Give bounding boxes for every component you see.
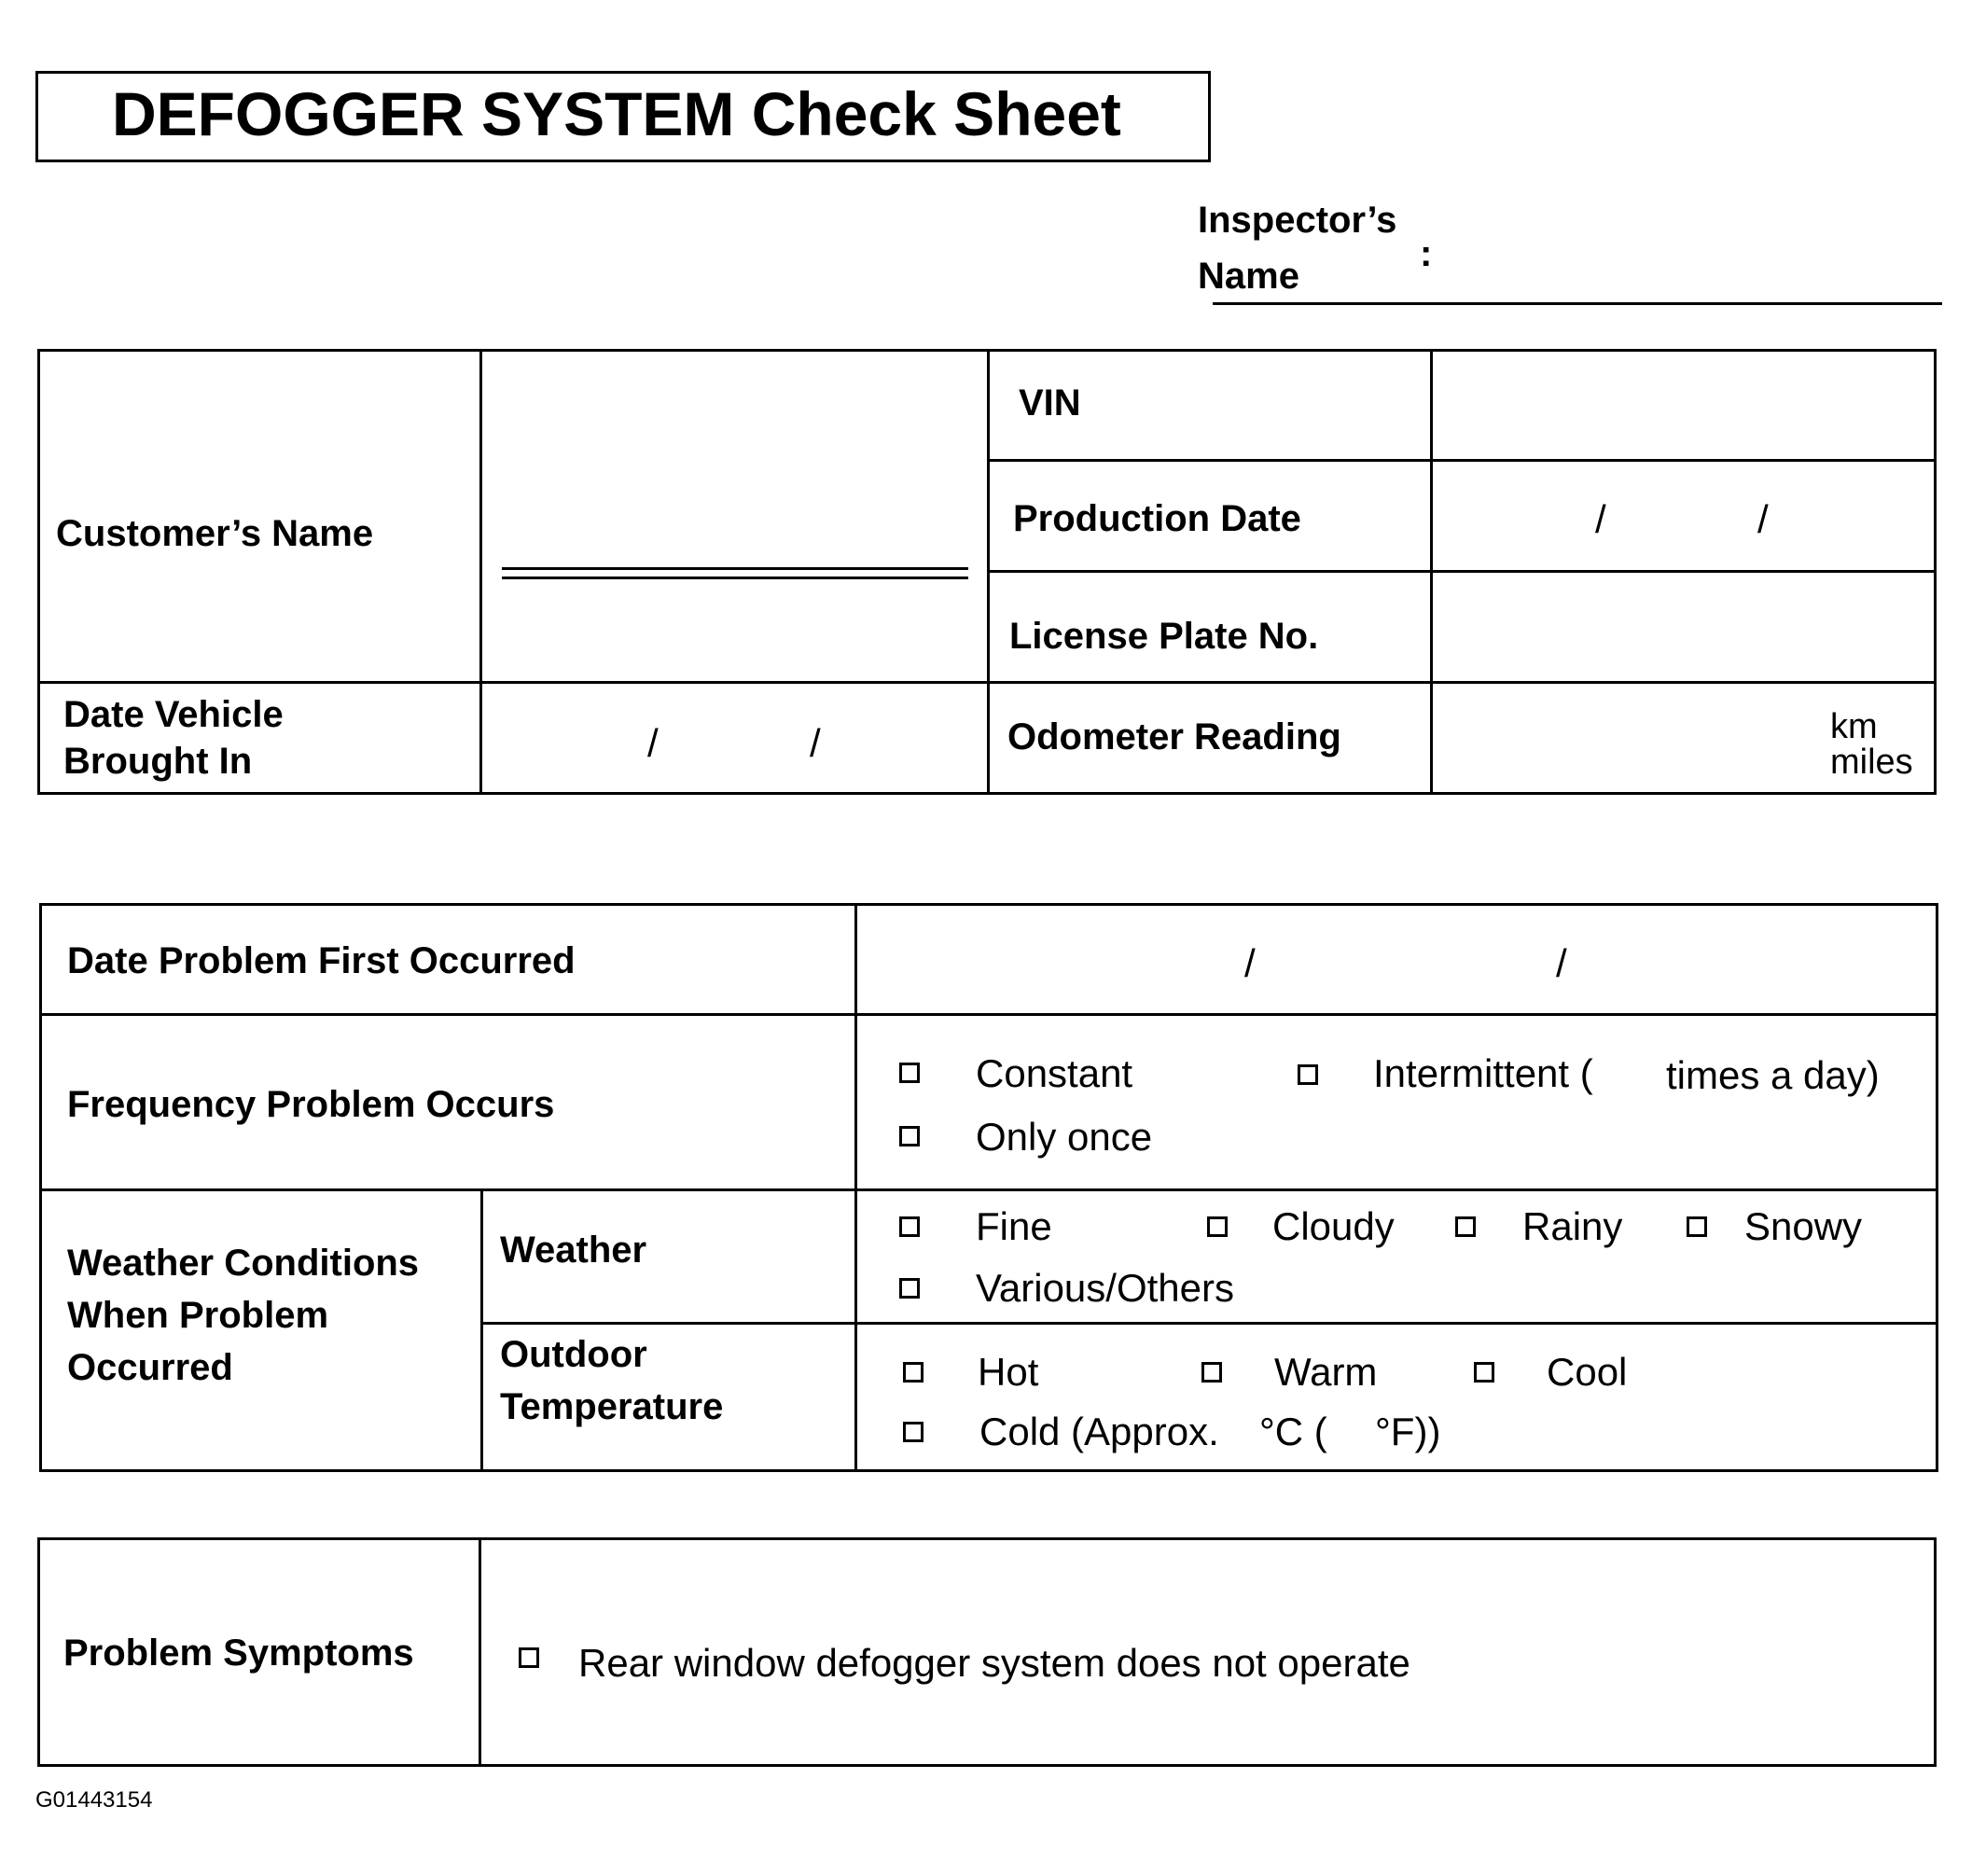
weather-label: Weather bbox=[500, 1230, 647, 1271]
checkbox-only-once[interactable] bbox=[899, 1126, 920, 1146]
option-times-a-day: times a day) bbox=[1666, 1053, 1880, 1097]
weather-conditions-label-line1: Weather Conditions bbox=[67, 1243, 420, 1284]
inspector-label-line1: Inspector’s bbox=[1198, 200, 1397, 241]
option-constant: Constant bbox=[976, 1051, 1133, 1095]
checkbox-hot[interactable] bbox=[903, 1362, 924, 1383]
option-hot: Hot bbox=[978, 1350, 1039, 1394]
vin-label: VIN bbox=[1019, 382, 1081, 424]
checkbox-snowy[interactable] bbox=[1687, 1216, 1707, 1237]
checkbox-cloudy[interactable] bbox=[1207, 1216, 1228, 1237]
divider bbox=[480, 1322, 1938, 1325]
divider bbox=[479, 1537, 481, 1767]
date-separator: / bbox=[1757, 497, 1769, 541]
customer-name-label: Customer’s Name bbox=[56, 513, 374, 554]
checkbox-cold[interactable] bbox=[903, 1422, 924, 1442]
page-title: DEFOGGER SYSTEM Check Sheet bbox=[112, 79, 1121, 148]
date-first-occurred-label: Date Problem First Occurred bbox=[67, 940, 576, 981]
odometer-label: Odometer Reading bbox=[1007, 716, 1341, 757]
option-cool: Cool bbox=[1547, 1350, 1628, 1394]
outdoor-temperature-label-line1: Outdoor bbox=[500, 1334, 647, 1375]
date-separator: / bbox=[1556, 941, 1567, 985]
unit-miles: miles bbox=[1830, 743, 1913, 782]
option-various-others: Various/Others bbox=[976, 1266, 1234, 1310]
option-fahrenheit: °F)) bbox=[1375, 1410, 1441, 1453]
inspector-label-line2: Name bbox=[1198, 256, 1299, 297]
option-cloudy: Cloudy bbox=[1272, 1204, 1395, 1248]
checkbox-constant[interactable] bbox=[899, 1063, 920, 1083]
checkbox-various-others[interactable] bbox=[899, 1278, 920, 1299]
license-plate-label: License Plate No. bbox=[1009, 616, 1319, 657]
production-date-field[interactable] bbox=[1433, 462, 1934, 568]
date-separator: / bbox=[647, 721, 659, 765]
option-rainy: Rainy bbox=[1522, 1204, 1623, 1248]
checkbox-rainy[interactable] bbox=[1455, 1216, 1476, 1237]
option-warm: Warm bbox=[1274, 1350, 1378, 1394]
problem-symptoms-label: Problem Symptoms bbox=[63, 1633, 414, 1674]
weather-conditions-label-line2: When Problem bbox=[67, 1295, 329, 1336]
weather-conditions-label-line3: Occurred bbox=[67, 1347, 233, 1388]
option-intermittent: Intermittent ( bbox=[1373, 1051, 1593, 1095]
customer-name-line-1 bbox=[502, 567, 968, 570]
option-celsius: °C ( bbox=[1259, 1410, 1327, 1453]
date-brought-in-label-line2: Brought In bbox=[63, 741, 253, 782]
frequency-label: Frequency Problem Occurs bbox=[67, 1084, 555, 1125]
date-first-occurred-field[interactable] bbox=[857, 906, 1936, 1011]
date-separator: / bbox=[1244, 941, 1256, 985]
inspector-colon: : bbox=[1420, 233, 1433, 274]
date-separator: / bbox=[810, 721, 821, 765]
checkbox-defogger-not-operating[interactable] bbox=[519, 1647, 539, 1668]
license-plate-field[interactable] bbox=[1433, 573, 1934, 679]
checkbox-fine[interactable] bbox=[899, 1216, 920, 1237]
date-separator: / bbox=[1595, 497, 1606, 541]
production-date-label: Production Date bbox=[1013, 498, 1301, 539]
option-defogger-not-operating: Rear window defogger system does not operate bbox=[578, 1641, 1410, 1685]
figure-id: G01443154 bbox=[35, 1787, 153, 1813]
customer-name-line-2[interactable] bbox=[502, 577, 968, 579]
checkbox-warm[interactable] bbox=[1201, 1362, 1222, 1383]
divider bbox=[39, 1013, 1938, 1016]
checkbox-intermittent[interactable] bbox=[1298, 1064, 1318, 1085]
option-snowy: Snowy bbox=[1744, 1204, 1863, 1248]
option-cold: Cold (Approx. bbox=[979, 1410, 1219, 1453]
outdoor-temperature-label-line2: Temperature bbox=[500, 1386, 724, 1427]
divider bbox=[480, 1190, 483, 1472]
date-brought-in-field[interactable] bbox=[482, 684, 985, 792]
option-only-once: Only once bbox=[976, 1115, 1153, 1159]
date-brought-in-label-line1: Date Vehicle bbox=[63, 694, 284, 735]
inspector-name-line[interactable] bbox=[1213, 302, 1942, 305]
divider bbox=[39, 1188, 1938, 1191]
unit-km: km bbox=[1830, 707, 1878, 746]
vin-field[interactable] bbox=[1433, 352, 1934, 457]
option-fine: Fine bbox=[976, 1204, 1052, 1248]
checkbox-cool[interactable] bbox=[1474, 1362, 1494, 1383]
